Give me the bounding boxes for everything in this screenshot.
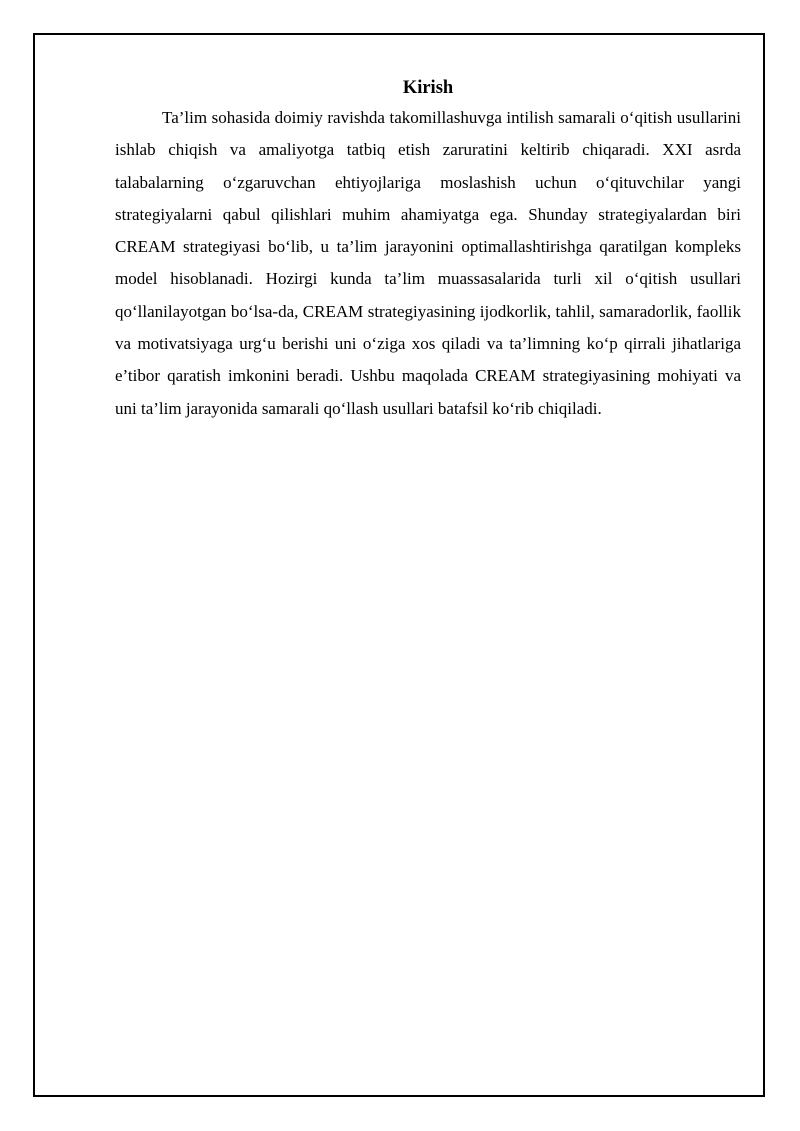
document-body (115, 74, 741, 425)
intro-paragraph: Ta’lim sohasida doimiy ravishda takomillashuvga intilish samarali o‘qitish usullarini ishlab chiqish va amaliyotga tatbiq etish zaruratini keltirib chiqaradi. XXI asrda talabalarning o‘zgaruvchan ehtiyojlariga moslashish uchun o‘qituvchilar yangi strategiyalarni qabul qilishlari muhim ahamiyatga ega. Shunday strategiyalardan biri CREAM strategiyasi bo‘lib, u ta’lim jarayonini optimallashtirishga qaratilgan kompleks model hisoblanadi. Hozirgi kunda ta’lim muassasalarida turli xil o‘qitish usullari qo‘llanilayotgan bo‘lsa-da, CREAM strategiyasining ijodkorlik, tahlil, samaradorlik, faollik va motivatsiyaga urg‘u berishi uni o‘ziga xos qiladi va ta’limning ko‘p qirrali jihatlariga e’tibor qaratish imkonini beradi. Ushbu maqolada CREAM strategiyasining mohiyati va uni ta’lim jarayonida samarali qo‘llash usullari batafsil ko‘rib chiqiladi. (115, 108, 741, 418)
section-heading: Kirish (402, 78, 454, 98)
